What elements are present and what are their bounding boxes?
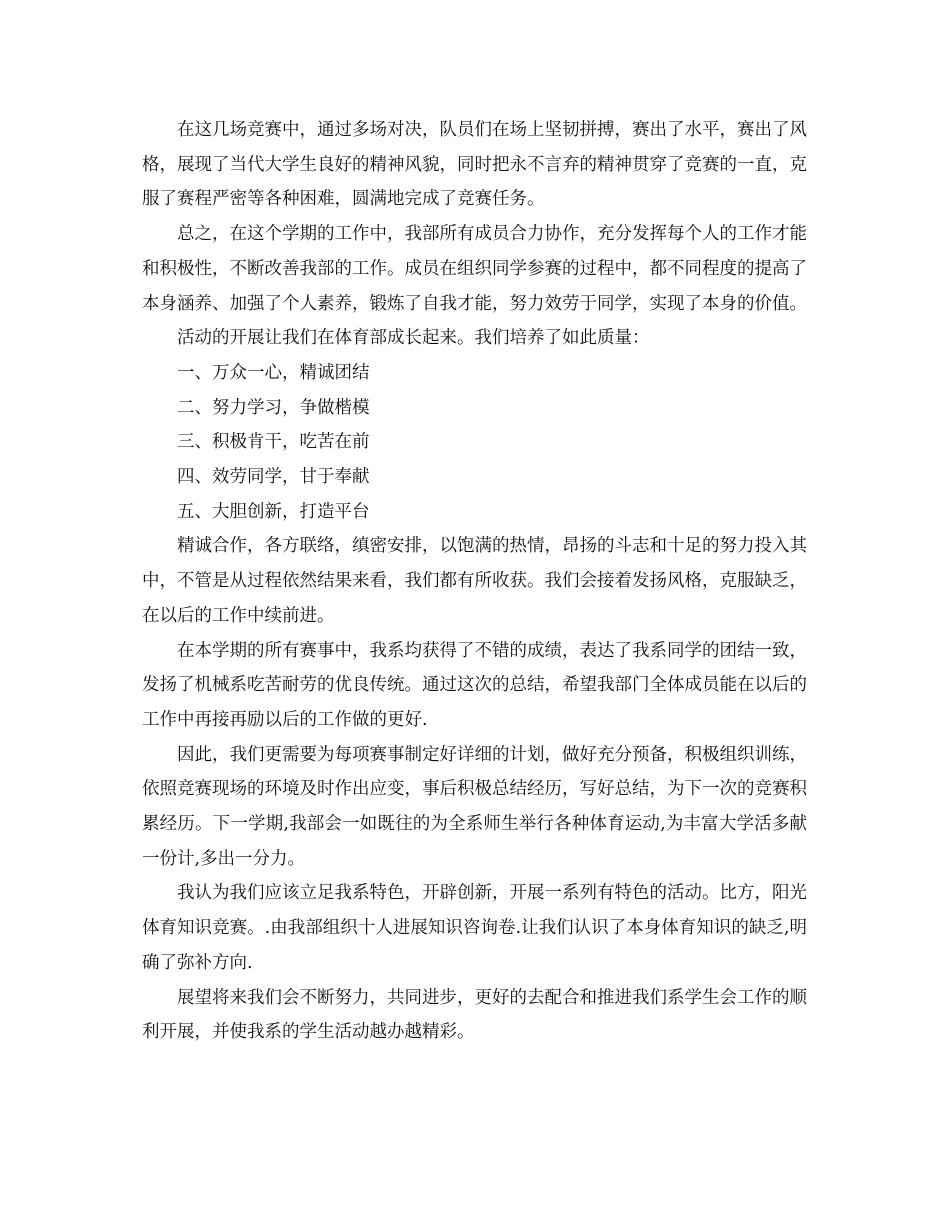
list-item: 三、积极肯干，吃苦在前 [177,432,370,453]
paragraph: 精诚合作，各方联络，缜密安排，以饱满的热情，昂扬的斗志和十足的努力投入其中，不管是从过程依然结果来看，我们都有所收获。我们会接着发扬风格，克服缺乏，在以后的工作中续前进。 [142,536,807,626]
quality-list [142,356,807,530]
list-item: 二、努力学习，争做楷模 [177,397,370,418]
paragraph: 我认为我们应该立足我系特色，开辟创新，开展一系列有特色的活动。比方，阳光体育知识竞赛。.由我部组织十人进展知识咨询卷.让我们认识了本身体育知识的缺乏,明确了弥补方向. [142,883,807,973]
list-item: 五、大胆创新，打造平台 [177,501,370,522]
paragraph: 在这几场竞赛中，通过多场对决，队员们在场上坚韧拼搏，赛出了水平，赛出了风格，展现了当代大学生良好的精神风貌，同时把永不言弃的精神贯穿了竞赛的一直，克服了赛程严密等各种困难，圆满地完成了竞赛任务。 [142,120,807,210]
paragraph: 因此，我们更需要为每项赛事制定好详细的计划，做好充分预备，积极组织训练，依照竞赛现场的环境及时作出应变，事后积极总结经历，写好总结，为下一次的竞赛积累经历。下一学期,我部会一如既往的为全系师生举行各种体育运动,为丰富大学活多献一份计,多出一分力。 [142,744,807,869]
document-body [142,113,807,1050]
paragraph: 活动的开展让我们在体育部成长起来。我们培养了如此质量： [177,328,650,349]
paragraph: 在本学期的所有赛事中，我系均获得了不错的成绩，表达了我系同学的团结一致，发扬了机械系吃苦耐劳的优良传统。通过这次的总结，希望我部门全体成员能在以后的工作中再接再励以后的工作做的更好. [142,640,807,730]
list-item: 四、效劳同学，甘于奉献 [177,467,370,488]
list-item: 一、万众一心，精诚团结 [177,362,370,383]
paragraph: 总之，在这个学期的工作中，我部所有成员合力协作，充分发挥每个人的工作才能和积极性，不断改善我部的工作。成员在组织同学参赛的过程中，都不同程度的提高了本身涵养、加强了个人素养，锻炼了自我才能，努力效劳于同学，实现了本身的价值。 [142,224,807,314]
paragraph: 展望将来我们会不断努力，共同进步，更好的去配合和推进我们系学生会工作的顺利开展，并使我系的学生活动越办越精彩。 [142,987,807,1043]
